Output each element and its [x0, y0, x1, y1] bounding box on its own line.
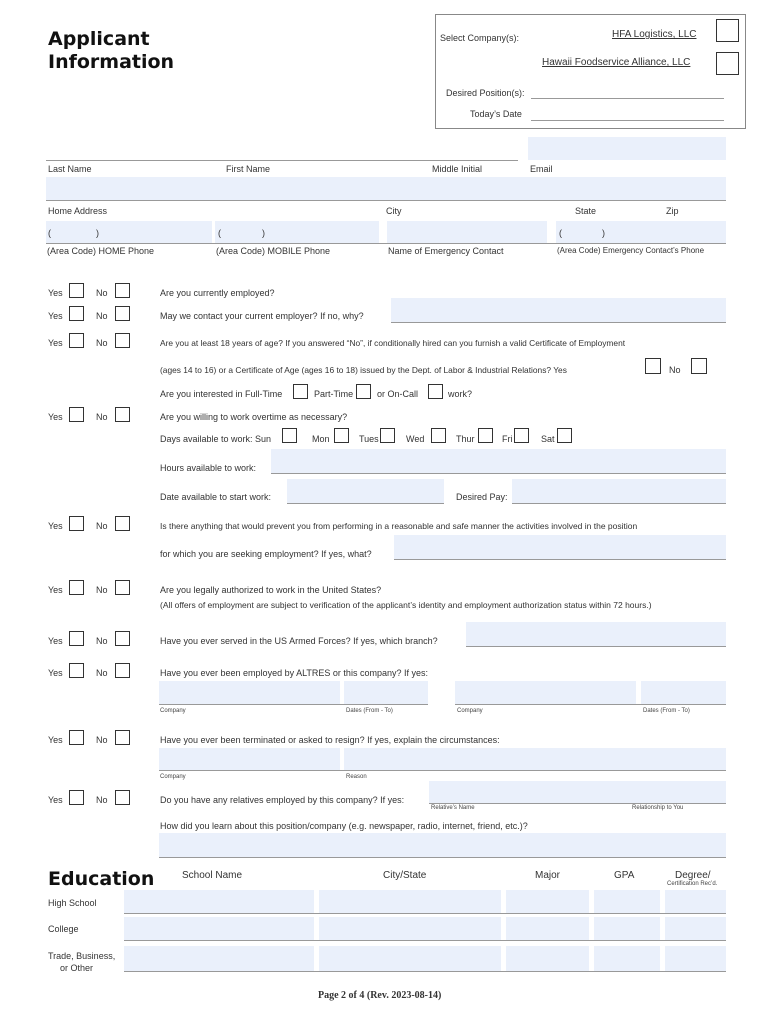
yes-checkbox[interactable] [69, 306, 84, 321]
dates-label: Dates (From - To) [643, 708, 690, 714]
question-relatives: Do you have any relatives employed by this company? If yes: [160, 795, 405, 805]
terminated-company-field[interactable] [159, 748, 340, 770]
edu-hs-school[interactable] [124, 890, 314, 913]
yes-checkbox[interactable] [69, 631, 84, 646]
mobile-phone-label: (Area Code) MOBILE Phone [216, 246, 331, 256]
trade-label-2: or Other [60, 963, 94, 973]
learn-field[interactable] [159, 833, 726, 857]
yes-checkbox[interactable] [69, 790, 84, 805]
no-checkbox[interactable] [115, 333, 130, 348]
thur-label: Thur [456, 434, 475, 444]
last-name-label: Last Name [48, 164, 92, 174]
days-label: Days available to work: Sun [160, 434, 272, 444]
edu-hs-gpa[interactable] [594, 890, 660, 913]
mon-checkbox[interactable] [334, 428, 349, 443]
thur-checkbox[interactable] [478, 428, 493, 443]
yes-label: Yes [48, 311, 63, 321]
paren: ( [218, 228, 221, 238]
high-school-label: High School [48, 898, 97, 908]
no-checkbox[interactable] [115, 730, 130, 745]
full-time-checkbox[interactable] [293, 384, 308, 399]
sat-checkbox[interactable] [557, 428, 572, 443]
yes-label: Yes [48, 668, 63, 678]
yes-label: Yes [48, 338, 63, 348]
city-state-header: City/State [383, 870, 427, 881]
edu-college-gpa[interactable] [594, 917, 660, 940]
relative-name-label: Relative’s Name [431, 805, 475, 811]
no-checkbox[interactable] [115, 306, 130, 321]
title-line-1: Applicant [48, 28, 150, 50]
edu-trade-gpa[interactable] [594, 946, 660, 971]
no-label: No [96, 311, 108, 321]
yes-label: Yes [48, 735, 63, 745]
tues-label: Tues [359, 434, 379, 444]
company-hfsa-checkbox[interactable] [716, 52, 739, 75]
yes-checkbox[interactable] [69, 516, 84, 531]
home-phone-field[interactable] [46, 221, 212, 243]
paren: ( [559, 228, 562, 238]
edu-trade-school[interactable] [124, 946, 314, 971]
on-call-label: or On-Call [377, 389, 419, 399]
emergency-contact-label: Name of Emergency Contact [388, 246, 504, 256]
hours-label: Hours available to work: [160, 463, 257, 473]
yes-label: Yes [48, 412, 63, 422]
yes-checkbox[interactable] [69, 663, 84, 678]
education-heading: Education [48, 868, 155, 890]
no-label: No [96, 795, 108, 805]
yes-checkbox[interactable] [69, 283, 84, 298]
company-label: Company [160, 708, 186, 714]
prior-dates-1-field[interactable] [344, 681, 428, 704]
sun-checkbox[interactable] [282, 428, 297, 443]
company-hfa-checkbox[interactable] [716, 19, 739, 42]
city-label: City [386, 206, 402, 216]
edu-hs-major[interactable] [506, 890, 589, 913]
email-field[interactable] [528, 137, 726, 160]
page-title [48, 28, 174, 74]
todays-date-label: Today’s Date [470, 109, 522, 119]
school-name-header: School Name [182, 870, 243, 881]
edu-hs-city[interactable] [319, 890, 501, 913]
paren: ) [602, 228, 605, 238]
first-name-label: First Name [226, 164, 271, 174]
middle-initial-label: Middle Initial [432, 164, 483, 174]
tues-checkbox[interactable] [380, 428, 395, 443]
contact-reason-field[interactable] [391, 298, 726, 322]
yes-checkbox[interactable] [69, 407, 84, 422]
title-line-2: Information [48, 51, 175, 73]
edu-trade-degree[interactable] [665, 946, 726, 971]
email-label: Email [530, 164, 553, 174]
question-age-line1: Are you at least 18 years of age? If you answered “No”, if conditionally hired can you furnish a valid Certificate of Employment [160, 338, 626, 348]
desired-position-label: Desired Position(s): [446, 88, 525, 98]
edu-trade-city[interactable] [319, 946, 501, 971]
home-address-label: Home Address [48, 206, 108, 216]
edu-college-degree[interactable] [665, 917, 726, 940]
no-checkbox[interactable] [115, 631, 130, 646]
home-address-field[interactable] [46, 177, 726, 200]
question-authorized-line1: Are you legally authorized to work in the United States? [160, 585, 382, 595]
no-label: No [96, 521, 108, 531]
company-label: Company [160, 774, 186, 780]
certification-header: Certification Rec’d. [667, 881, 718, 887]
no-label: No [96, 735, 108, 745]
terminated-reason-field[interactable] [344, 748, 726, 770]
no-label: No [96, 338, 108, 348]
question-altres: Have you ever been employed by ALTRES or this company? If yes: [160, 668, 428, 678]
emergency-contact-field[interactable] [387, 221, 547, 243]
yes-checkbox[interactable] [69, 580, 84, 595]
company-hfsa-label: Hawaii Foodservice Alliance, LLC [542, 57, 691, 68]
gpa-header: GPA [614, 870, 635, 881]
part-time-label: Part-Time [314, 389, 354, 399]
no-label: No [96, 636, 108, 646]
emergency-phone-field[interactable] [556, 221, 726, 243]
no-checkbox[interactable] [115, 580, 130, 595]
no-label: No [96, 668, 108, 678]
paren: ) [96, 228, 99, 238]
start-date-label: Date available to start work: [160, 492, 272, 502]
no-checkbox[interactable] [115, 407, 130, 422]
branch-field[interactable] [466, 622, 726, 646]
on-call-checkbox[interactable] [428, 384, 443, 399]
no-label: No [96, 585, 108, 595]
hours-field[interactable] [271, 449, 726, 473]
wed-label: Wed [406, 434, 425, 444]
question-armed: Have you ever served in the US Armed Forces? If yes, which branch? [160, 636, 438, 646]
no-label: No [96, 412, 108, 422]
question-employed: Are you currently employed? [160, 288, 275, 298]
question-prevent-line1: Is there anything that would prevent you from performing in a reasonable and safe manner the activities involved in the position [160, 521, 638, 531]
fri-label: Fri [502, 434, 513, 444]
question-interested: Are you interested in Full-Time [160, 389, 283, 399]
edu-college-city[interactable] [319, 917, 501, 940]
yes-label: Yes [48, 585, 63, 595]
yes-checkbox[interactable] [69, 730, 84, 745]
part-time-checkbox[interactable] [356, 384, 371, 399]
yes-label: Yes [48, 636, 63, 646]
question-contact: May we contact your current employer? If no, why? [160, 311, 364, 321]
prevent-explain-field[interactable] [394, 535, 726, 559]
mon-label: Mon [312, 434, 330, 444]
zip-label: Zip [666, 206, 679, 216]
home-phone-label: (Area Code) HOME Phone [47, 246, 155, 256]
emergency-phone-label: (Area Code) Emergency Contact’s Phone [557, 246, 705, 255]
work-label: work? [448, 389, 473, 399]
major-header: Major [535, 870, 561, 881]
fri-checkbox[interactable] [514, 428, 529, 443]
paren: ( [48, 228, 51, 238]
relationship-label: Relationship to You [632, 805, 684, 811]
no-checkbox[interactable] [115, 516, 130, 531]
certificate-yes-checkbox[interactable] [645, 358, 661, 374]
question-overtime: Are you willing to work overtime as necessary? [160, 412, 348, 422]
yes-label: Yes [48, 795, 63, 805]
no-label: No [96, 288, 108, 298]
question-authorized-line2: (All offers of employment are subject to verification of the applicant’s identity and employment authorization status within 72 hours.) [160, 600, 652, 610]
college-label: College [48, 924, 79, 934]
company-label: Company [457, 708, 483, 714]
question-age-line2: (ages 14 to 16) or a Certificate of Age (ages 16 to 18) issued by the Dept. of Labor & Industrial Relations? Yes [160, 365, 567, 375]
certificate-no-label: No [669, 365, 681, 375]
yes-checkbox[interactable] [69, 333, 84, 348]
question-prevent-line2: for which you are seeking employment? If yes, what? [160, 549, 372, 559]
todays-date-field[interactable] [531, 120, 724, 121]
edu-college-school[interactable] [124, 917, 314, 940]
company-hfa-label: HFA Logistics, LLC [612, 29, 697, 40]
prior-company-1-field[interactable] [159, 681, 340, 704]
start-date-field[interactable] [287, 479, 444, 503]
question-learn: How did you learn about this position/company (e.g. newspaper, radio, internet, friend, etc.)? [160, 821, 528, 831]
page-footer: Page 2 of 4 (Rev. 2023-08-14) [318, 990, 442, 1001]
desired-pay-label: Desired Pay: [456, 492, 508, 502]
select-company-label: Select Company(s): [440, 33, 520, 43]
degree-header: Degree/ [675, 870, 711, 881]
dates-label: Dates (From - To) [346, 708, 393, 714]
certificate-no-checkbox[interactable] [691, 358, 707, 374]
yes-label: Yes [48, 288, 63, 298]
no-checkbox[interactable] [115, 790, 130, 805]
edu-college-major[interactable] [506, 917, 589, 940]
desired-position-field[interactable] [531, 98, 724, 99]
prior-company-2-field[interactable] [455, 681, 636, 704]
state-label: State [575, 206, 597, 216]
wed-checkbox[interactable] [431, 428, 446, 443]
mobile-phone-field[interactable] [215, 221, 379, 243]
edu-hs-degree[interactable] [665, 890, 726, 913]
no-checkbox[interactable] [115, 663, 130, 678]
edu-trade-major[interactable] [506, 946, 589, 971]
prior-dates-2-field[interactable] [641, 681, 726, 704]
question-terminated: Have you ever been terminated or asked to resign? If yes, explain the circumstances: [160, 735, 500, 745]
sat-label: Sat [541, 434, 555, 444]
reason-label: Reason [346, 774, 367, 780]
desired-pay-field[interactable] [512, 479, 726, 503]
paren: ) [262, 228, 265, 238]
relative-name-field[interactable] [429, 781, 726, 803]
yes-label: Yes [48, 521, 63, 531]
no-checkbox[interactable] [115, 283, 130, 298]
trade-label-1: Trade, Business, [48, 951, 116, 961]
